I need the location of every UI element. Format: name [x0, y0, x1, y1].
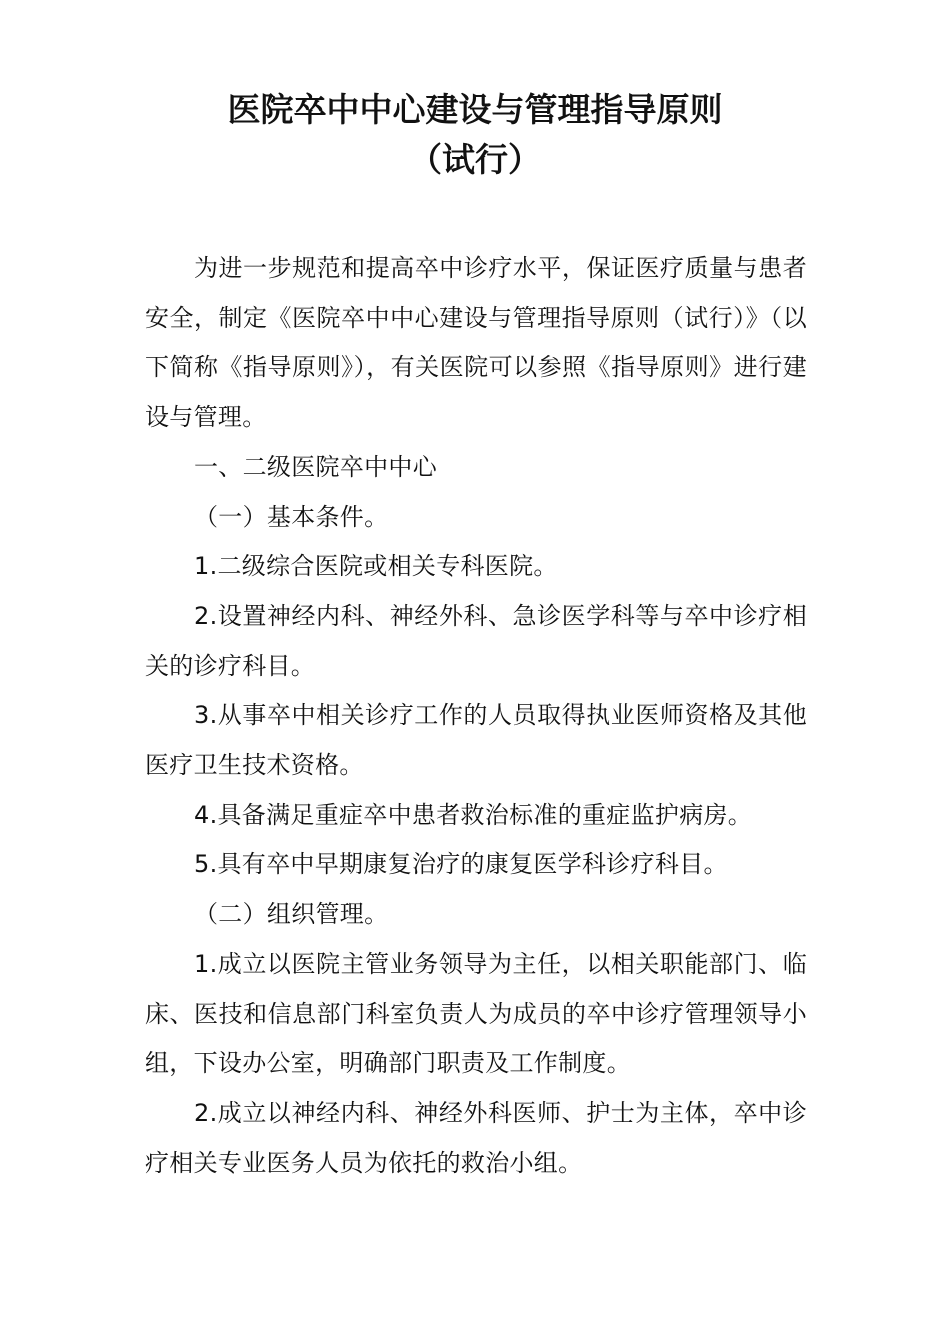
subsection-heading-organization: （二）组织管理。	[194, 900, 389, 929]
document-subtitle: （试行）	[409, 140, 541, 179]
document-body	[145, 244, 807, 1188]
intro-paragraph: 为进一步规范和提高卒中诊疗水平，保证医疗质量与患者安全，制定《医院卒中中心建设与管理指导原则（试行）》（以下简称《指导原则》），有关医院可以参照《指导原则》进行建设与管理。	[145, 254, 807, 432]
organization-item-1: 1.成立以医院主管业务领导为主任，以相关职能部门、临床、医技和信息部门科室负责人为成员的卒中诊疗管理领导小组，下设办公室，明确部门职责及工作制度。	[145, 949, 807, 1078]
condition-item-2: 2.设置神经内科、神经外科、急诊医学科等与卒中诊疗相关的诊疗科目。	[145, 601, 807, 680]
condition-item-5: 5.具有卒中早期康复治疗的康复医学科诊疗科目。	[194, 850, 728, 879]
section-heading-1: 一、二级医院卒中中心	[194, 452, 437, 481]
condition-item-1: 1.二级综合医院或相关专科医院。	[194, 552, 558, 581]
condition-item-3: 3.从事卒中相关诊疗工作的人员取得执业医师资格及其他医疗卫生技术资格。	[145, 701, 807, 780]
organization-item-2: 2.成立以神经内科、神经外科医师、护士为主体，卒中诊疗相关专业医务人员为依托的救治小组。	[145, 1098, 807, 1177]
subsection-heading-basic-conditions: （一）基本条件。	[194, 502, 389, 531]
condition-item-4: 4.具备满足重症卒中患者救治标准的重症监护病房。	[194, 800, 753, 829]
document-title: 医院卒中中心建设与管理指导原则	[227, 90, 723, 129]
